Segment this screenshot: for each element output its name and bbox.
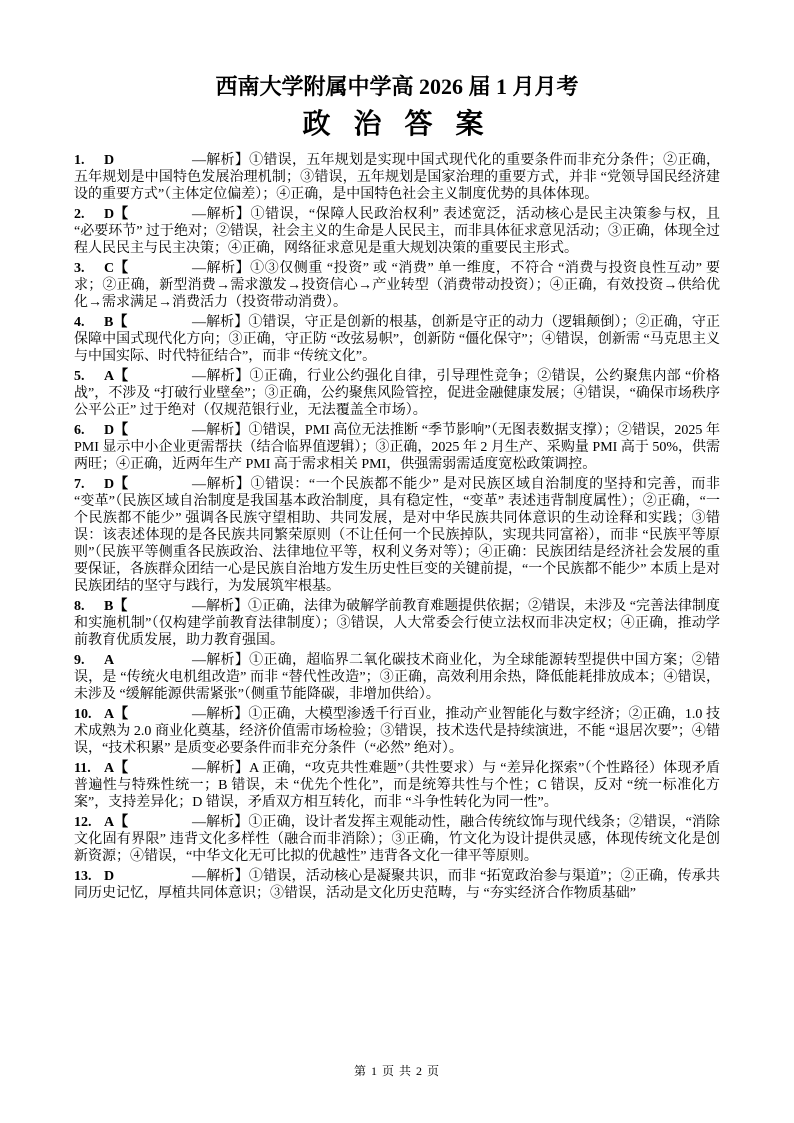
item-answer: A【 (104, 760, 129, 776)
item-explanation: —解析】①错误，“保障人民政治权利” 表述宽泛，活动核心是民主决策参与权，且 “必要环节” 过于绝对；②错误，社会主义的生命是人民民主，而非具体征求意见活动；③正确，体现全过程人民民主与民主决策；④正确，网络征求意见是重大规划决策的重要民主形式。 (74, 206, 720, 256)
item-number: 12. (74, 814, 92, 830)
item-answer: A (104, 652, 115, 668)
answer-item-8 (74, 598, 720, 649)
item-explanation: —解析】A 正确，“攻克共性难题”（共性要求）与 “差异化探索”（个性路径）体现矛盾普遍性与特殊性统一；B 错误，未 “优先个性化”，而是统筹共性与个性；C 错误，反对 “统一标准化方案”，支持差异化；D 错误，矛盾双方相互转化，而非 “斗争性转化为同一性”。 (74, 760, 720, 810)
answer-item-4 (74, 314, 720, 365)
item-answer: D (104, 152, 115, 168)
answer-item-11 (74, 760, 720, 811)
item-number: 4. (74, 314, 85, 330)
answer-item-3 (74, 260, 720, 311)
item-explanation: —解析】①错误，PMI 高位无法推断 “季节影响”（无图表数据支撑）；②错误，2025 年 PMI 显示中小企业更需帮扶（结合临界值逻辑）；③正确，2025 年 2 月生产、采购量 PMI 高于 50%，供需两旺；④正确，近两年生产 PMI 高于需求相关 PMI，供强需弱需适度宽松政策调控。 (74, 422, 720, 472)
item-number: 10. (74, 706, 92, 722)
item-explanation: —解析】①错误，活动核心是凝聚共识，而非 “拓宽政治参与渠道”；②正确，传承共同历史记忆，厚植共同体意识；③错误，活动是文化历史范畴，与 “夯实经济合作物质基础” (74, 868, 720, 901)
item-explanation: —解析】①正确，法律为破解学前教育难题提供依据；②错误，未涉及 “完善法律制度和实施机制”（仅构建学前教育法律制度）；③错误，人大常委会行使立法权而非决定权；④正确，推动学前教育优质发展，助力教育强国。 (74, 598, 720, 648)
item-answer: B【 (104, 598, 128, 614)
item-answer: D【 (104, 422, 129, 438)
answer-item-12 (74, 814, 720, 865)
item-answer: B【 (104, 314, 128, 330)
item-explanation: —解析】①错误：“一个民族都不能少” 是对民族区域自治制度的坚持和完善，而非 “变革”（民族区域自治制度是我国基本政治制度，具有稳定性，“变革” 表述违背制度属性）；②正确，“一个民族都不能少” 强调各民族守望相助、共同发展，是对中华民族共同体意识的生动诠释和实践；③错误：该表述体现的是各民族共同繁荣原则（不让任何一个民族掉队，实现共同富裕），而非 “民族平等原则”（民族平等侧重各民族政治、法律地位平等，权利义务对等）；④正确：民族团结是经济社会发展的重要保证，各族群众团结一心是民族自治地方发生历史性巨变的关键前提，“一个民族都不能少” 本质上是对民族团结的坚守与践行，为发展筑牢根基。 (74, 476, 720, 594)
item-explanation: —解析】①③仅侧重 “投资” 或 “消费” 单一维度，不符合 “消费与投资良性互动” 要求；②正确，新型消费→需求激发→投资信心→产业转型（消费带动投资）；④正确，有效投资→供给优化→需求满足→消费活力（投资带动消费）。 (74, 260, 720, 310)
document-title: 西南大学附属中学高 2026 届 1 月月考 (215, 74, 579, 99)
item-answer: D【 (104, 476, 129, 492)
item-number: 7. (74, 476, 85, 492)
answer-item-2 (74, 206, 720, 257)
item-explanation: —解析】①正确，超临界二氧化碳技术商业化，为全球能源转型提供中国方案；②错误，是 “传统火电机组改造” 而非 “替代性改造”；③正确，高效利用余热，降低能耗排放成本；④错误，未涉及 “缓解能源供需紧张”（侧重节能降碳，非增加供给）。 (74, 652, 720, 702)
item-explanation: —解析】①正确，大模型渗透千行百业，推动产业智能化与数字经济；②正确，1.0 技术成熟为 2.0 商业化奠基，经济价值需市场检验；③错误，技术迭代是持续演进，不能 “退居次要”；④错误，“技术积累” 是质变必要条件而非充分条件（“必然” 绝对）。 (74, 706, 720, 756)
answer-item-13 (74, 868, 720, 902)
item-number: 8. (74, 598, 85, 614)
answer-item-7 (74, 476, 720, 595)
answer-item-6 (74, 422, 720, 473)
document-subtitle: 政 治 答 案 (302, 109, 492, 141)
item-answer: D (104, 868, 115, 884)
answer-item-5 (74, 368, 720, 419)
item-number: 13. (74, 868, 92, 884)
answer-item-1 (74, 152, 720, 203)
item-number: 6. (74, 422, 85, 438)
item-explanation: —解析】①错误，五年规划是实现中国式现代化的重要条件而非充分条件；②正确，五年规划是中国特色发展治理机制；③错误，五年规划是国家治理的重要方式，并非 “党领导国民经济建设的重要方式”（主体定位偏差）；④正确，是中国特色社会主义制度优势的具体体现。 (74, 152, 720, 202)
item-number: 11. (74, 760, 91, 776)
answer-item-10 (74, 706, 720, 757)
answer-item-9 (74, 652, 720, 703)
item-number: 9. (74, 652, 85, 668)
item-explanation: —解析】①正确，行业公约强化自律，引导理性竞争；②错误，公约聚焦内部 “价格战”，不涉及 “打破行业壁垒”；③正确，公约聚焦风险管控，促进金融健康发展；④错误，“确保市场秩序公平公正” 过于绝对（仅规范银行业，无法覆盖全市场）。 (74, 368, 720, 418)
item-answer: A【 (104, 814, 129, 830)
item-explanation: —解析】①正确，设计者发挥主观能动性，融合传统纹饰与现代线条；②错误，“消除文化固有界限” 违背文化多样性（融合而非消除）；③正确，竹文化为设计提供灵感，体现传统文化是创新资源；④错误，“中华文化无可比拟的优越性” 违背各文化一律平等原则。 (74, 814, 720, 864)
item-number: 2. (74, 206, 85, 222)
item-number: 1. (74, 152, 85, 168)
item-explanation: —解析】①错误，守正是创新的根基，创新是守正的动力（逻辑颠倒）；②正确，守正保障中国式现代化方向；③正确，守正防 “改弦易帜”，创新防 “僵化保守”；④错误，创新需 “马克思主义与中国实际、时代特征结合”，而非 “传统文化”。 (74, 314, 720, 364)
item-number: 5. (74, 368, 85, 384)
page-number-footer: 第 1 页 共 2 页 (353, 1064, 440, 1078)
item-answer: D【 (104, 206, 129, 222)
item-answer: C【 (104, 260, 129, 276)
item-answer: A【 (104, 706, 129, 722)
answer-list (74, 152, 720, 902)
item-number: 3. (74, 260, 85, 276)
item-answer: A【 (104, 368, 129, 384)
